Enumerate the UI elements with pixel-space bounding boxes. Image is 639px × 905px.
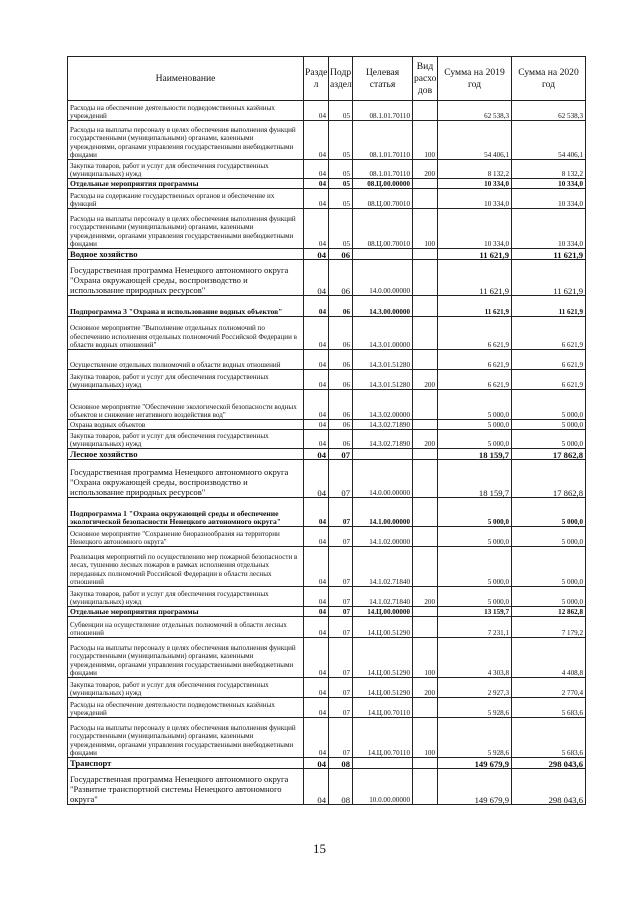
row-sum-2019: 11 621,9 bbox=[438, 249, 512, 260]
row-section: 04 bbox=[304, 420, 329, 430]
row-subsection: 07 bbox=[329, 678, 353, 698]
row-sum-2019: 62 538,3 bbox=[438, 101, 512, 121]
row-sum-2020: 12 862,8 bbox=[512, 607, 586, 617]
row-subsection: 08 bbox=[329, 769, 353, 805]
row-sum-2019: 149 679,9 bbox=[438, 769, 512, 805]
row-name: Расходы на выплаты персоналу в целях обеспечения выполнения функций государственными (муниципальными) органами, казенными учреждениями, органами управления государственными внебюджетными фондами bbox=[68, 209, 304, 249]
header-name: Наименование bbox=[68, 57, 304, 101]
table-row bbox=[68, 121, 586, 160]
row-target bbox=[353, 249, 413, 260]
row-name: Расходы на обеспечение деятельности подведомственных казённых учреждений bbox=[68, 101, 304, 121]
row-expense-type: 200 bbox=[413, 430, 438, 449]
row-sum-2020: 10 334,0 bbox=[512, 179, 586, 189]
table-row bbox=[68, 617, 586, 638]
row-sum-2020: 6 621,9 bbox=[512, 317, 586, 350]
header-target: Целевая статья bbox=[353, 57, 413, 101]
row-section: 04 bbox=[304, 430, 329, 449]
row-sum-2020: 54 406,1 bbox=[512, 121, 586, 160]
table-row bbox=[68, 179, 586, 189]
row-sum-2019: 6 621,9 bbox=[438, 370, 512, 390]
table-row bbox=[68, 370, 586, 390]
table-row bbox=[68, 260, 586, 296]
row-section: 04 bbox=[304, 121, 329, 160]
row-sum-2020: 10 334,0 bbox=[512, 209, 586, 249]
row-name: Расходы на обеспечение деятельности подведомственных казённых учреждений bbox=[68, 698, 304, 718]
row-subsection: 06 bbox=[329, 260, 353, 296]
row-sum-2020: 298 043,6 bbox=[512, 758, 586, 769]
row-section: 04 bbox=[304, 350, 329, 370]
row-expense-type: 100 bbox=[413, 638, 438, 678]
row-sum-2019: 5 000,0 bbox=[438, 587, 512, 607]
row-name: Основное мероприятие "Обеспечение экологической безопасности водных объектов и снижение негативного воздействия вод" bbox=[68, 390, 304, 420]
row-name: Водное хозяйство bbox=[68, 249, 304, 260]
row-name: Охрана водных объектов bbox=[68, 420, 304, 430]
row-sum-2019: 2 927,3 bbox=[438, 678, 512, 698]
row-section: 04 bbox=[304, 449, 329, 460]
row-sum-2020: 5 683,6 bbox=[512, 698, 586, 718]
row-section: 04 bbox=[304, 718, 329, 758]
row-expense-type bbox=[413, 617, 438, 638]
table-row bbox=[68, 449, 586, 460]
row-sum-2020: 5 000,0 bbox=[512, 587, 586, 607]
row-sum-2019: 6 621,9 bbox=[438, 350, 512, 370]
row-expense-type: 100 bbox=[413, 121, 438, 160]
row-section: 04 bbox=[304, 209, 329, 249]
row-sum-2020: 2 770,4 bbox=[512, 678, 586, 698]
row-sum-2019: 5 928,6 bbox=[438, 698, 512, 718]
row-subsection: 06 bbox=[329, 370, 353, 390]
table-row bbox=[68, 101, 586, 121]
table-row bbox=[68, 769, 586, 805]
row-sum-2020: 6 621,9 bbox=[512, 350, 586, 370]
table-row bbox=[68, 718, 586, 758]
row-name: Отдельные мероприятия программы bbox=[68, 607, 304, 617]
row-expense-type: 200 bbox=[413, 370, 438, 390]
row-expense-type: 100 bbox=[413, 718, 438, 758]
row-name: Закупка товаров, работ и услуг для обеспечения государственных (муниципальных) нужд bbox=[68, 430, 304, 449]
row-section: 04 bbox=[304, 638, 329, 678]
row-name: Отдельные мероприятия программы bbox=[68, 179, 304, 189]
row-target: 14.1.02.71840 bbox=[353, 547, 413, 587]
row-expense-type bbox=[413, 189, 438, 209]
row-target: 10.0.00.00000 bbox=[353, 769, 413, 805]
row-section: 04 bbox=[304, 758, 329, 769]
row-name: Закупка товаров, работ и услуг для обеспечения государственных (муниципальных) нужд bbox=[68, 160, 304, 179]
row-expense-type bbox=[413, 498, 438, 527]
row-name: Лесное хозяйство bbox=[68, 449, 304, 460]
header-sum-2020: Сумма на 2020 год bbox=[512, 57, 586, 101]
row-sum-2019: 5 000,0 bbox=[438, 498, 512, 527]
header-expense-type: Вид расхо дов bbox=[413, 57, 438, 101]
row-section: 04 bbox=[304, 587, 329, 607]
row-sum-2020: 5 000,0 bbox=[512, 527, 586, 547]
row-sum-2020: 5 000,0 bbox=[512, 420, 586, 430]
row-sum-2019: 13 159,7 bbox=[438, 607, 512, 617]
row-target: 14.3.02.71890 bbox=[353, 430, 413, 449]
row-sum-2019: 11 621,9 bbox=[438, 260, 512, 296]
row-section: 04 bbox=[304, 296, 329, 317]
row-sum-2019: 5 000,0 bbox=[438, 390, 512, 420]
row-sum-2019: 54 406,1 bbox=[438, 121, 512, 160]
table-header-row bbox=[68, 57, 586, 101]
row-target: 14.Ц.00.00000 bbox=[353, 607, 413, 617]
row-section: 04 bbox=[304, 617, 329, 638]
row-sum-2019: 18 159,7 bbox=[438, 449, 512, 460]
row-expense-type bbox=[413, 758, 438, 769]
table-row bbox=[68, 350, 586, 370]
row-subsection: 05 bbox=[329, 121, 353, 160]
row-sum-2020: 5 000,0 bbox=[512, 390, 586, 420]
row-sum-2019: 149 679,9 bbox=[438, 758, 512, 769]
row-target: 14.1.00.00000 bbox=[353, 498, 413, 527]
row-sum-2020: 5 000,0 bbox=[512, 498, 586, 527]
row-expense-type: 200 bbox=[413, 678, 438, 698]
row-sum-2019: 5 000,0 bbox=[438, 527, 512, 547]
row-sum-2020: 8 132,2 bbox=[512, 160, 586, 179]
row-section: 04 bbox=[304, 179, 329, 189]
row-name: Закупка товаров, работ и услуг для обеспечения государственных (муниципальных) нужд bbox=[68, 587, 304, 607]
table-row bbox=[68, 758, 586, 769]
table-row bbox=[68, 160, 586, 179]
row-expense-type bbox=[413, 460, 438, 498]
row-target: 14.1.02.71840 bbox=[353, 587, 413, 607]
row-subsection: 05 bbox=[329, 179, 353, 189]
row-name: Основное мероприятие "Сохранение биоразнообразия на территории Ненецкого автономного округа" bbox=[68, 527, 304, 547]
row-section: 04 bbox=[304, 547, 329, 587]
table-row bbox=[68, 189, 586, 209]
table-body bbox=[68, 101, 586, 805]
row-sum-2019: 10 334,0 bbox=[438, 179, 512, 189]
row-name: Подпрограмма 1 "Охрана окружающей среды и обеспечение экологической безопасности Ненецкого автономного округа" bbox=[68, 498, 304, 527]
table-row bbox=[68, 698, 586, 718]
row-target: 08.1.01.70110 bbox=[353, 121, 413, 160]
row-name: Расходы на содержание государственных органов и обеспечение их функций bbox=[68, 189, 304, 209]
row-sum-2019: 7 231,1 bbox=[438, 617, 512, 638]
row-sum-2020: 17 862,8 bbox=[512, 460, 586, 498]
row-sum-2020: 6 621,9 bbox=[512, 370, 586, 390]
row-sum-2020: 11 621,9 bbox=[512, 260, 586, 296]
table-row bbox=[68, 317, 586, 350]
row-section: 04 bbox=[304, 370, 329, 390]
row-target: 14.3.01.00000 bbox=[353, 317, 413, 350]
row-target: 08.Ц.00.70010 bbox=[353, 209, 413, 249]
table-row bbox=[68, 430, 586, 449]
row-sum-2020: 5 000,0 bbox=[512, 547, 586, 587]
row-subsection: 07 bbox=[329, 527, 353, 547]
row-target bbox=[353, 449, 413, 460]
row-section: 04 bbox=[304, 678, 329, 698]
row-name: Расходы на выплаты персоналу в целях обеспечения выполнения функций государственными (муниципальными) органами, казенными учреждениями, органами управления государственными внебюджетными фондами bbox=[68, 638, 304, 678]
row-section: 04 bbox=[304, 527, 329, 547]
row-subsection: 06 bbox=[329, 350, 353, 370]
row-name: Реализация мероприятий по осуществлению мер пожарной безопасности в лесах, тушению лесных пожаров в рамках исполнения отдельных переданных полномочий Российской Федерации в области лесных отношений bbox=[68, 547, 304, 587]
row-target: 14.Ц.00.51290 bbox=[353, 678, 413, 698]
row-section: 04 bbox=[304, 698, 329, 718]
row-target: 14.0.00.00000 bbox=[353, 260, 413, 296]
row-section: 04 bbox=[304, 390, 329, 420]
row-subsection: 06 bbox=[329, 430, 353, 449]
row-section: 04 bbox=[304, 498, 329, 527]
row-name: Субвенции на осуществление отдельных полномочий в области лесных отношений bbox=[68, 617, 304, 638]
row-target bbox=[353, 758, 413, 769]
row-target: 08.Ц.00.00000 bbox=[353, 179, 413, 189]
row-section: 04 bbox=[304, 189, 329, 209]
row-name: Транспорт bbox=[68, 758, 304, 769]
row-name: Государственная программа Ненецкого автономного округа "Охрана окружающей среды, воспроизводство и использование природных ресурсов" bbox=[68, 460, 304, 498]
table-row bbox=[68, 296, 586, 317]
row-target: 14.3.00.00000 bbox=[353, 296, 413, 317]
row-sum-2019: 5 000,0 bbox=[438, 420, 512, 430]
row-subsection: 05 bbox=[329, 160, 353, 179]
row-sum-2020: 62 538,3 bbox=[512, 101, 586, 121]
row-target: 14.3.02.71890 bbox=[353, 420, 413, 430]
row-target: 14.Ц.00.70110 bbox=[353, 718, 413, 758]
table-row bbox=[68, 249, 586, 260]
row-expense-type bbox=[413, 390, 438, 420]
row-expense-type bbox=[413, 350, 438, 370]
row-expense-type bbox=[413, 101, 438, 121]
row-expense-type bbox=[413, 260, 438, 296]
row-name: Расходы на выплаты персоналу в целях обеспечения выполнения функций государственными (муниципальными) органами, казенными учреждениями, органами управления государственными внебюджетными фондами bbox=[68, 718, 304, 758]
row-name: Подпрограмма 3 "Охрана и использование водных объектов" bbox=[68, 296, 304, 317]
row-expense-type bbox=[413, 698, 438, 718]
row-sum-2020: 7 179,2 bbox=[512, 617, 586, 638]
table-row bbox=[68, 607, 586, 617]
header-sum-2019: Сумма на 2019 год bbox=[438, 57, 512, 101]
row-name: Государственная программа Ненецкого автономного округа "Развитие транспортной системы Ненецкого автономного округа" bbox=[68, 769, 304, 805]
table-row bbox=[68, 420, 586, 430]
row-sum-2020: 5 000,0 bbox=[512, 430, 586, 449]
row-target: 14.Ц.00.51290 bbox=[353, 617, 413, 638]
row-sum-2020: 17 862,8 bbox=[512, 449, 586, 460]
row-sum-2019: 5 000,0 bbox=[438, 547, 512, 587]
row-expense-type bbox=[413, 607, 438, 617]
row-subsection: 07 bbox=[329, 498, 353, 527]
row-expense-type bbox=[413, 296, 438, 317]
row-section: 04 bbox=[304, 769, 329, 805]
row-sum-2019: 6 621,9 bbox=[438, 317, 512, 350]
row-name: Закупка товаров, работ и услуг для обеспечения государственных (муниципальных) нужд bbox=[68, 370, 304, 390]
row-subsection: 07 bbox=[329, 449, 353, 460]
row-expense-type bbox=[413, 769, 438, 805]
page-number: 15 bbox=[313, 841, 326, 856]
table-row bbox=[68, 678, 586, 698]
row-section: 04 bbox=[304, 260, 329, 296]
header-section: Разде л bbox=[304, 57, 329, 101]
row-subsection: 07 bbox=[329, 638, 353, 678]
row-target: 14.3.01.51280 bbox=[353, 350, 413, 370]
row-subsection: 06 bbox=[329, 420, 353, 430]
row-expense-type bbox=[413, 249, 438, 260]
row-target: 14.3.01.51280 bbox=[353, 370, 413, 390]
row-subsection: 07 bbox=[329, 698, 353, 718]
row-section: 04 bbox=[304, 160, 329, 179]
row-expense-type bbox=[413, 547, 438, 587]
row-subsection: 06 bbox=[329, 296, 353, 317]
row-subsection: 07 bbox=[329, 547, 353, 587]
row-section: 04 bbox=[304, 460, 329, 498]
header-subsection: Подр аздел bbox=[329, 57, 353, 101]
row-target: 14.0.00.00000 bbox=[353, 460, 413, 498]
row-section: 04 bbox=[304, 249, 329, 260]
row-sum-2019: 18 159,7 bbox=[438, 460, 512, 498]
row-sum-2020: 4 408,8 bbox=[512, 638, 586, 678]
row-sum-2020: 11 621,9 bbox=[512, 249, 586, 260]
row-target: 08.1.01.70110 bbox=[353, 101, 413, 121]
table-row bbox=[68, 638, 586, 678]
row-subsection: 07 bbox=[329, 617, 353, 638]
table-row bbox=[68, 527, 586, 547]
row-sum-2020: 11 621,9 bbox=[512, 296, 586, 317]
row-section: 04 bbox=[304, 317, 329, 350]
row-subsection: 06 bbox=[329, 249, 353, 260]
row-subsection: 07 bbox=[329, 607, 353, 617]
row-name: Осуществление отдельных полномочий в области водных отношений bbox=[68, 350, 304, 370]
row-subsection: 08 bbox=[329, 758, 353, 769]
row-subsection: 07 bbox=[329, 587, 353, 607]
row-sum-2019: 8 132,2 bbox=[438, 160, 512, 179]
table-row bbox=[68, 498, 586, 527]
row-sum-2020: 5 683,6 bbox=[512, 718, 586, 758]
table-row bbox=[68, 460, 586, 498]
table-row bbox=[68, 587, 586, 607]
row-expense-type bbox=[413, 449, 438, 460]
row-sum-2019: 11 621,9 bbox=[438, 296, 512, 317]
row-subsection: 05 bbox=[329, 209, 353, 249]
row-name: Основное мероприятие "Выполнение отдельных полномочий по обеспечению исполнения отдельных полномочий Российской Федерации в области водных отношений" bbox=[68, 317, 304, 350]
row-expense-type bbox=[413, 179, 438, 189]
row-sum-2020: 298 043,6 bbox=[512, 769, 586, 805]
row-subsection: 05 bbox=[329, 101, 353, 121]
budget-table bbox=[67, 56, 586, 805]
row-subsection: 06 bbox=[329, 317, 353, 350]
row-subsection: 05 bbox=[329, 189, 353, 209]
row-expense-type: 200 bbox=[413, 587, 438, 607]
row-subsection: 07 bbox=[329, 718, 353, 758]
row-name: Расходы на выплаты персоналу в целях обеспечения выполнения функций государственными (муниципальными) органами, казенными учреждениями, органами управления государственными внебюджетными фондами bbox=[68, 121, 304, 160]
row-target: 14.3.02.00000 bbox=[353, 390, 413, 420]
row-expense-type bbox=[413, 527, 438, 547]
row-expense-type: 100 bbox=[413, 209, 438, 249]
row-section: 04 bbox=[304, 101, 329, 121]
row-target: 14.1.02.00000 bbox=[353, 527, 413, 547]
row-sum-2020: 10 334,0 bbox=[512, 189, 586, 209]
table-row bbox=[68, 547, 586, 587]
row-expense-type bbox=[413, 420, 438, 430]
row-target: 08.1.01.70110 bbox=[353, 160, 413, 179]
row-target: 14.Ц.00.51290 bbox=[353, 638, 413, 678]
row-sum-2019: 4 303,8 bbox=[438, 638, 512, 678]
row-name: Государственная программа Ненецкого автономного округа "Охрана окружающей среды, воспроизводство и использование природных ресурсов" bbox=[68, 260, 304, 296]
row-target: 14.Ц.00.70110 bbox=[353, 698, 413, 718]
row-section: 04 bbox=[304, 607, 329, 617]
row-name: Закупка товаров, работ и услуг для обеспечения государственных (муниципальных) нужд bbox=[68, 678, 304, 698]
row-sum-2019: 5 000,0 bbox=[438, 430, 512, 449]
row-expense-type bbox=[413, 317, 438, 350]
row-subsection: 07 bbox=[329, 460, 353, 498]
row-target: 08.Ц.00.70010 bbox=[353, 189, 413, 209]
row-expense-type: 200 bbox=[413, 160, 438, 179]
row-subsection: 06 bbox=[329, 390, 353, 420]
row-sum-2019: 10 334,0 bbox=[438, 209, 512, 249]
row-sum-2019: 10 334,0 bbox=[438, 189, 512, 209]
row-sum-2019: 5 928,6 bbox=[438, 718, 512, 758]
table-row bbox=[68, 209, 586, 249]
table-row bbox=[68, 390, 586, 420]
